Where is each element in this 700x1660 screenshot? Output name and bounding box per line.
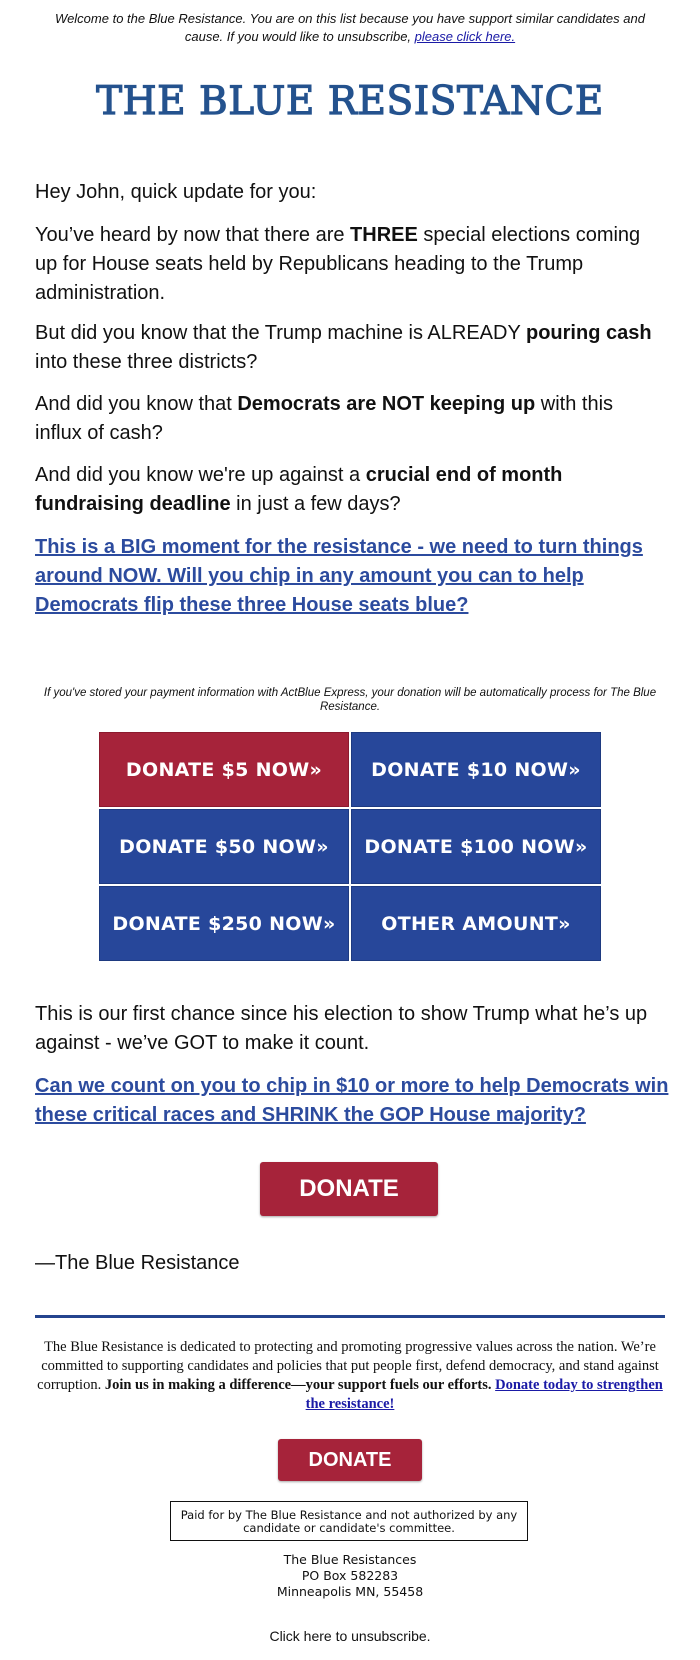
address-line: Minneapolis MN, 55458 <box>276 1584 424 1599</box>
donate-button[interactable]: DONATE <box>260 1162 438 1216</box>
address-line: The Blue Resistances <box>283 1552 417 1567</box>
header-note-text: Welcome to the Blue Resistance. You are on this list because you have support similar candidates and cause. If you would like to unsubscribe, <box>55 11 645 44</box>
paragraph-three-elections: You’ve heard by now that there are THREE special elections coming up for House seats held by Republicans heading to the Trump administration. <box>35 224 641 304</box>
brand-logo: THE BLUE RESISTANCE <box>96 79 604 124</box>
signoff: —The Blue Resistance <box>35 1252 240 1274</box>
paragraph-deadline: And did you know we're up against a crucial end of month fundraising deadline in just a few days? <box>35 464 563 515</box>
footer-paragraph: The Blue Resistance is dedicated to protecting and promoting progressive values across the nation. We’re committed to supporting candidates and policies that put people first, defend democracy, and stand against corruption. Join us in making a difference—your support fuels our efforts. Donate today to strengthen the resistance! <box>37 1339 663 1412</box>
count-on-you-link[interactable]: Can we count on you to chip in $10 or more to help Democrats win these critical races and SHRINK the GOP House majority? <box>35 1075 669 1126</box>
mailing-address <box>0 1552 700 1600</box>
greeting: Hey John, quick update for you: <box>35 181 317 203</box>
paragraph-first-chance: This is our first chance since his election to show Trump what he’s up against - we’ve GOT to make it count. <box>35 1003 648 1054</box>
donate-10-button[interactable]: DONATE $10 NOW» <box>351 732 601 807</box>
donate-100-button[interactable]: DONATE $100 NOW» <box>351 809 601 884</box>
donate-250-button[interactable]: DONATE $250 NOW» <box>99 886 349 961</box>
big-moment-link[interactable]: This is a BIG moment for the resistance - we need to turn things around NOW. Will you chip in any amount you can to help Democrats flip these three House seats blue? <box>35 536 643 616</box>
donate-50-button[interactable]: DONATE $50 NOW» <box>99 809 349 884</box>
footer-donate-button[interactable]: DONATE <box>278 1439 422 1481</box>
header-note <box>40 10 660 46</box>
unsubscribe-link[interactable]: Click here to unsubscribe. <box>269 1628 431 1644</box>
paragraph-not-keeping-up: And did you know that Democrats are NOT keeping up with this influx of cash? <box>35 393 614 444</box>
paid-for-disclaimer: Paid for by The Blue Resistance and not authorized by any candidate or candidate's committee. <box>170 1501 528 1541</box>
paragraph-pouring-cash: But did you know that the Trump machine is ALREADY pouring cash into these three districts? <box>35 322 652 373</box>
donate-5-button[interactable]: DONATE $5 NOW» <box>99 732 349 807</box>
unsubscribe-top-link[interactable]: please click here. <box>414 29 516 44</box>
other-amount-button[interactable]: OTHER AMOUNT» <box>351 886 601 961</box>
donate-today-link[interactable]: Donate today to strengthen the resistance! <box>305 1377 663 1412</box>
donate-grid <box>99 732 601 962</box>
actblue-note: If you've stored your payment information with ActBlue Express, your donation will be automatically process for The Blue Resistance. <box>43 687 657 713</box>
footer-divider <box>35 1315 665 1318</box>
address-line: PO Box 582283 <box>301 1568 399 1583</box>
